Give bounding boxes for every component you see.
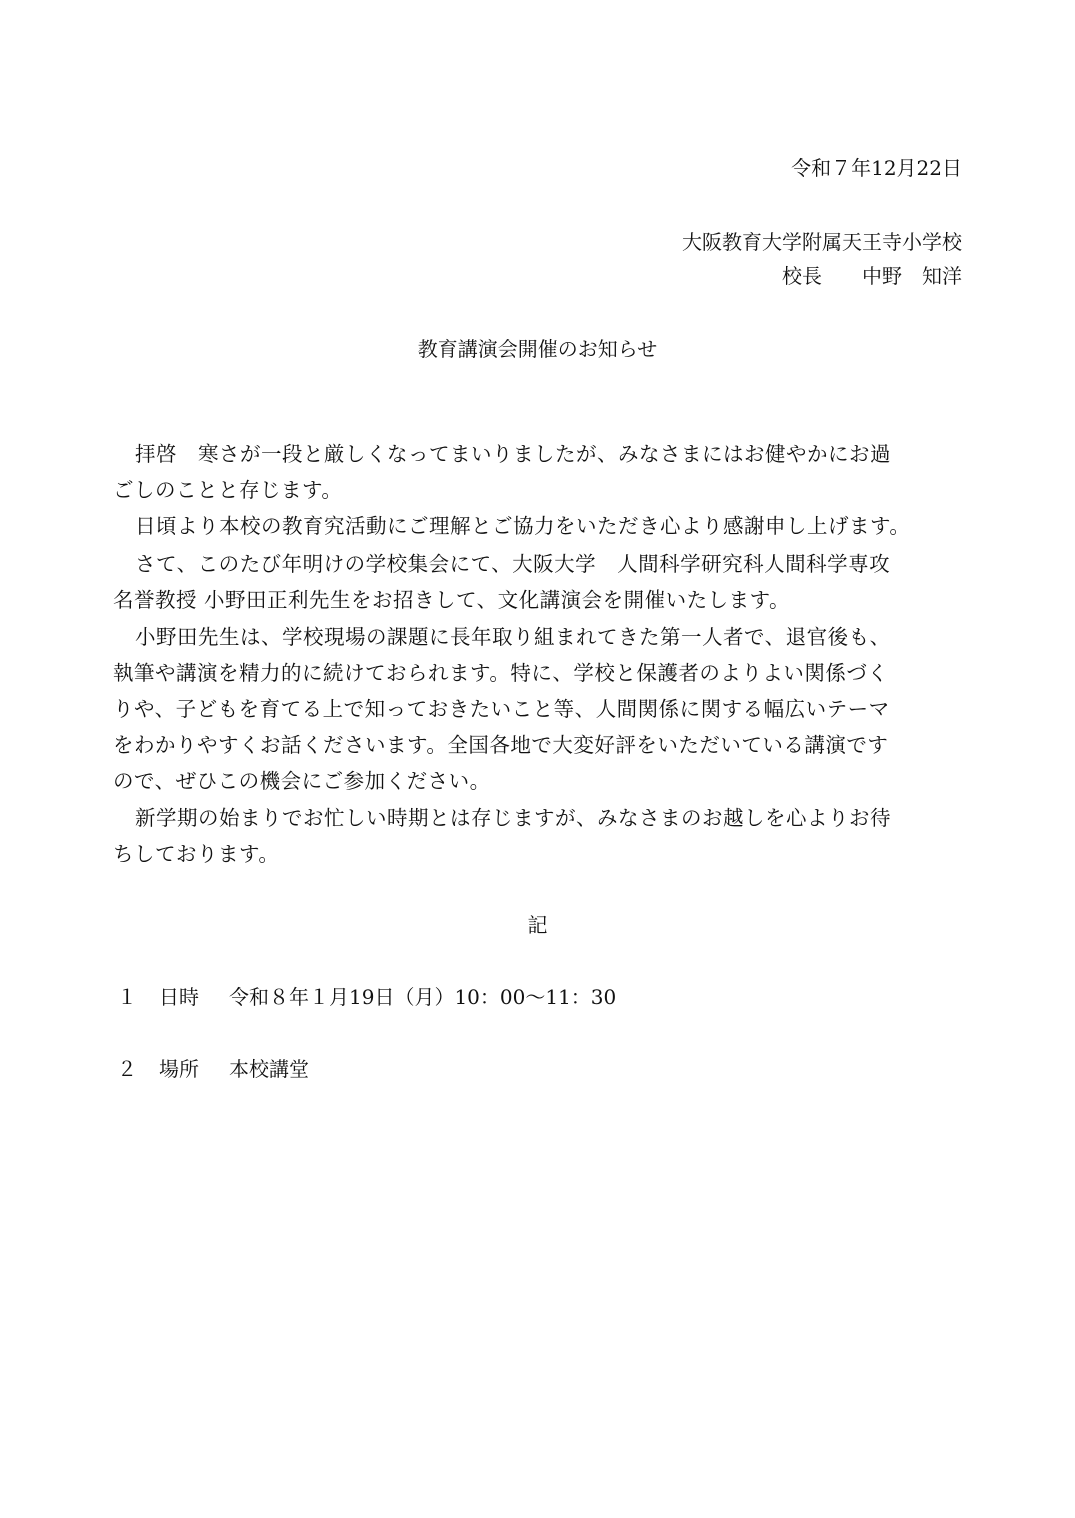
detail-label: 場所 [159,1057,199,1081]
body-line: ちしております。 [113,842,280,866]
body-line: ので、ぜひこの機会にご参加ください。 [113,769,491,793]
body-line: 小野田先生は、学校現場の課題に長年取り組まれてきた第一人者で、退官後も、 [135,625,891,649]
ki-heading: 記 [527,913,548,937]
body-line: 日頃より本校の教育究活動にご理解とご協力をいただき心より感謝申し上げます。 [135,514,911,538]
body-line: をわかりやすくお話くださいます。全国各地で大変好評をいただいている講演です [113,733,889,757]
body-line: 新学期の始まりでお忙しい時期とは存じますが、みなさまのお越しを心よりお待 [135,806,891,830]
body-line: 名誉教授 小野田正利先生をお招きして、文化講演会を開催いたします。 [113,588,790,612]
body-line: 執筆や講演を精力的に続けておられます。特に、学校と保護者のよりよい関係づく [113,661,889,685]
document-title: 教育講演会開催のお知らせ [417,337,658,361]
detail-value: 本校講堂 [229,1057,309,1081]
body-line: りや、子どもを育てる上で知っておきたいこと等、人間関係に関する幅広いテーマ [113,697,890,721]
detail-label: 日時 [159,985,199,1009]
detail-number: １ [117,985,137,1009]
letter-date: 令和７年12月22日 [791,156,962,180]
detail-number: ２ [117,1057,137,1081]
body-line: さて、このたび年明けの学校集会にて、大阪大学 人間科学研究科人間科学専攻 [135,552,891,576]
detail-value: 令和８年１月19日（月）10：00～11：30 [229,985,617,1009]
body-line: 拝啓 寒さが一段と厳しくなってまいりましたが、みなさまにはお健やかにお過 [135,442,891,466]
detail-item-datetime [117,983,616,1011]
principal-name: 校長 中野 知洋 [782,264,962,288]
school-name: 大阪教育大学附属天王寺小学校 [682,230,962,254]
body-line: ごしのことと存じます。 [113,478,343,502]
detail-item-place [117,1055,309,1083]
